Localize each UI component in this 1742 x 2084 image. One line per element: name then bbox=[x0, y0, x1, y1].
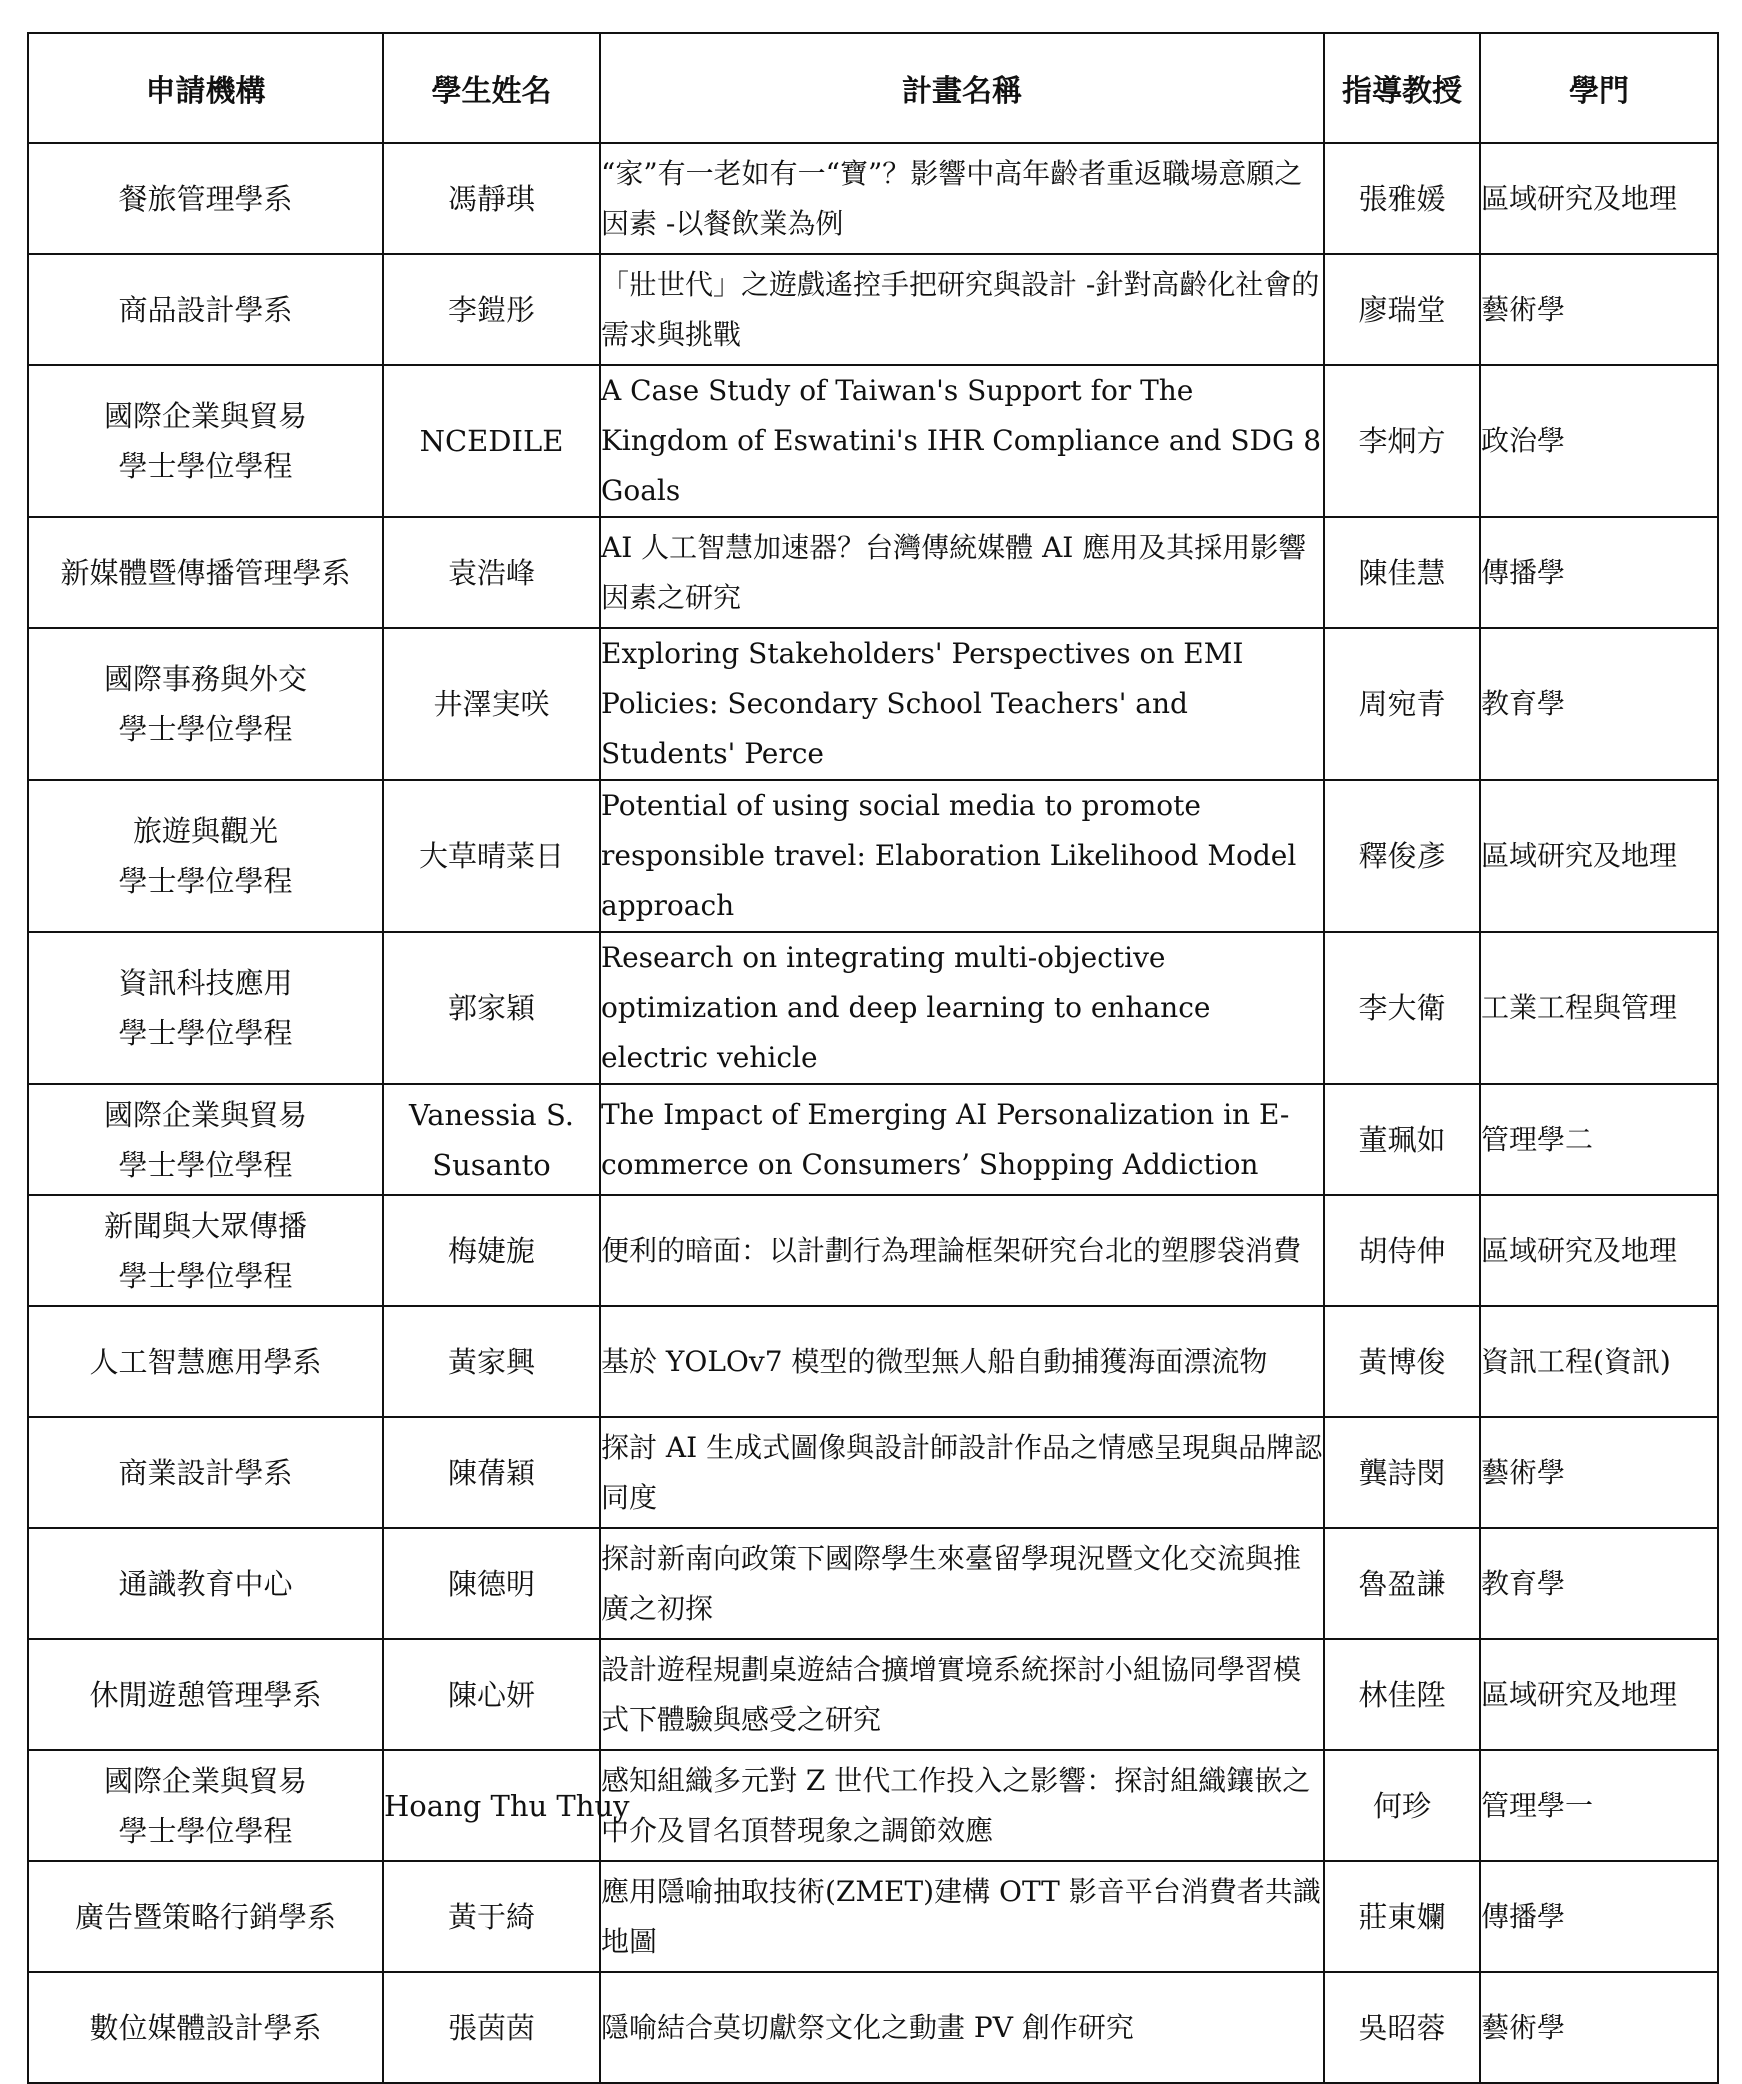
institution-line: 商業設計學系 bbox=[118, 1455, 293, 1490]
institution-cell bbox=[28, 254, 383, 365]
table-row bbox=[28, 1417, 1718, 1528]
institution-line: 人工智慧應用學系 bbox=[89, 1344, 322, 1379]
table-row bbox=[28, 517, 1718, 628]
project-title-cell: 設計遊程規劃桌遊結合擴增實境系統探討小組協同學習模式下體驗與感受之研究 bbox=[600, 1639, 1324, 1750]
institution-line: 旅遊與觀光 bbox=[132, 814, 278, 848]
header-project-title: 計畫名稱 bbox=[600, 33, 1324, 143]
institution-cell bbox=[28, 143, 383, 254]
student-name-line: 陳蒨穎 bbox=[447, 1455, 535, 1490]
student-name-line: 井澤実咲 bbox=[433, 687, 550, 721]
advisor-cell: 吳昭蓉 bbox=[1324, 1972, 1480, 2083]
student-name-line: 大草晴菜日 bbox=[418, 839, 564, 873]
institution-cell bbox=[28, 932, 383, 1084]
table-row bbox=[28, 365, 1718, 517]
field-cell: 教育學 bbox=[1480, 628, 1718, 780]
field-cell: 傳播學 bbox=[1480, 517, 1718, 628]
field-cell: 藝術學 bbox=[1480, 1972, 1718, 2083]
institution-line: 國際企業與貿易 bbox=[103, 1097, 307, 1132]
advisor-cell: 林佳陞 bbox=[1324, 1639, 1480, 1750]
institution-line: 國際企業與貿易 bbox=[103, 1763, 307, 1798]
institution-cell bbox=[28, 1306, 383, 1417]
student-name-cell bbox=[383, 365, 600, 517]
advisor-cell: 莊東孄 bbox=[1324, 1861, 1480, 1972]
project-title-cell: Exploring Stakeholders' Perspectives on EMI Policies: Secondary School Teachers' and Students' Perce bbox=[600, 628, 1324, 780]
field-cell: 區域研究及地理 bbox=[1480, 143, 1718, 254]
table-row bbox=[28, 1972, 1718, 2083]
institution-line: 學士學位學程 bbox=[118, 864, 293, 898]
project-title-cell: A Case Study of Taiwan's Support for The Kingdom of Eswatini's IHR Compliance and SDG 8 Goals bbox=[600, 365, 1324, 517]
institution-line: 數位媒體設計學系 bbox=[89, 2010, 322, 2045]
field-cell: 教育學 bbox=[1480, 1528, 1718, 1639]
institution-cell bbox=[28, 1639, 383, 1750]
institution-line: 學士學位學程 bbox=[118, 1258, 293, 1293]
advisor-cell: 李大衛 bbox=[1324, 932, 1480, 1084]
advisor-cell: 張雅媛 bbox=[1324, 143, 1480, 254]
student-name-line: 陳德明 bbox=[447, 1566, 535, 1601]
institution-line: 學士學位學程 bbox=[118, 1147, 293, 1182]
advisor-cell: 黃博俊 bbox=[1324, 1306, 1480, 1417]
institution-line: 通識教育中心 bbox=[118, 1566, 293, 1601]
institution-cell bbox=[28, 1972, 383, 2083]
student-name-cell bbox=[383, 628, 600, 780]
student-name-line: NCEDILE bbox=[419, 424, 564, 458]
advisor-cell: 陳佳慧 bbox=[1324, 517, 1480, 628]
institution-cell bbox=[28, 1084, 383, 1195]
header-field: 學門 bbox=[1480, 33, 1718, 143]
student-name-cell bbox=[383, 932, 600, 1084]
institution-cell bbox=[28, 1195, 383, 1306]
institution-line: 新媒體暨傳播管理學系 bbox=[60, 555, 351, 590]
institution-line: 新聞與大眾傳播 bbox=[103, 1208, 307, 1243]
table-row bbox=[28, 1084, 1718, 1195]
institution-line: 商品設計學系 bbox=[118, 292, 293, 327]
project-title-cell: “家”有一老如有一“寶”？影響中高年齡者重返職場意願之因素 -以餐飲業為例 bbox=[600, 143, 1324, 254]
table-row bbox=[28, 932, 1718, 1084]
project-title-cell: 基於 YOLOv7 模型的微型無人船自動捕獲海面漂流物 bbox=[600, 1306, 1324, 1417]
advisor-cell: 釋俊彥 bbox=[1324, 780, 1480, 932]
institution-line: 學士學位學程 bbox=[118, 1016, 293, 1050]
institution-line: 學士學位學程 bbox=[118, 712, 293, 746]
project-title-cell: Potential of using social media to promote responsible travel: Elaboration Likelihood Model approach bbox=[600, 780, 1324, 932]
student-name-cell bbox=[383, 1195, 600, 1306]
advisor-cell: 胡侍伸 bbox=[1324, 1195, 1480, 1306]
advisor-cell: 龔詩閔 bbox=[1324, 1417, 1480, 1528]
student-name-cell bbox=[383, 1084, 600, 1195]
institution-cell bbox=[28, 780, 383, 932]
student-name-line: 袁浩峰 bbox=[447, 555, 535, 590]
table-row bbox=[28, 254, 1718, 365]
student-name-cell bbox=[383, 517, 600, 628]
student-name-line: Hoang Thu Thuy bbox=[384, 1788, 630, 1823]
institution-line: 學士學位學程 bbox=[118, 449, 293, 483]
field-cell: 區域研究及地理 bbox=[1480, 1195, 1718, 1306]
student-name-line: 李鎧彤 bbox=[447, 292, 535, 327]
institution-cell bbox=[28, 1750, 383, 1861]
header-row bbox=[28, 33, 1718, 143]
student-name-line: 張茵茵 bbox=[447, 2010, 535, 2045]
advisor-cell: 董珮如 bbox=[1324, 1084, 1480, 1195]
grant-table bbox=[27, 32, 1719, 2084]
institution-line: 廣告暨策略行銷學系 bbox=[74, 1899, 336, 1934]
table-row bbox=[28, 143, 1718, 254]
student-name-line: 梅婕旎 bbox=[447, 1233, 535, 1268]
student-name-cell bbox=[383, 1417, 600, 1528]
field-cell: 區域研究及地理 bbox=[1480, 1639, 1718, 1750]
student-name-line: Susanto bbox=[432, 1147, 551, 1182]
project-title-cell: 應用隱喻抽取技術(ZMET)建構 OTT 影音平台消費者共識地圖 bbox=[600, 1861, 1324, 1972]
table-row bbox=[28, 1528, 1718, 1639]
student-name-cell bbox=[383, 1750, 630, 1861]
field-cell: 管理學二 bbox=[1480, 1084, 1718, 1195]
field-cell: 資訊工程(資訊) bbox=[1480, 1306, 1718, 1417]
student-name-cell bbox=[383, 1639, 600, 1750]
header-advisor: 指導教授 bbox=[1324, 33, 1480, 143]
institution-cell bbox=[28, 1417, 383, 1528]
student-name-line: 黃家興 bbox=[447, 1344, 535, 1379]
field-cell: 傳播學 bbox=[1480, 1861, 1718, 1972]
table-body bbox=[28, 143, 1718, 2083]
institution-line: 國際企業與貿易 bbox=[103, 399, 307, 433]
student-name-cell bbox=[383, 254, 600, 365]
field-cell: 政治學 bbox=[1480, 365, 1718, 517]
project-title-cell: 「壯世代」之遊戲遙控手把研究與設計 -針對高齡化社會的需求與挑戰 bbox=[600, 254, 1324, 365]
project-title-cell: Research on integrating multi-objective optimization and deep learning to enhance electric vehicle bbox=[600, 932, 1324, 1084]
table-row bbox=[28, 1750, 1718, 1861]
student-name-line: 陳心妍 bbox=[447, 1677, 535, 1712]
project-title-cell: AI 人工智慧加速器？台灣傳統媒體 AI 應用及其採用影響因素之研究 bbox=[600, 517, 1324, 628]
institution-cell bbox=[28, 1861, 383, 1972]
project-title-cell: The Impact of Emerging AI Personalization in E-commerce on Consumers’ Shopping Addiction bbox=[600, 1084, 1324, 1195]
institution-line: 國際事務與外交 bbox=[103, 662, 307, 696]
advisor-cell: 廖瑞堂 bbox=[1324, 254, 1480, 365]
student-name-cell bbox=[383, 1528, 600, 1639]
student-name-line: 黃于綺 bbox=[447, 1899, 535, 1934]
field-cell: 區域研究及地理 bbox=[1480, 780, 1718, 932]
institution-line: 資訊科技應用 bbox=[118, 966, 293, 1000]
institution-cell bbox=[28, 517, 383, 628]
project-title-cell: 探討 AI 生成式圖像與設計師設計作品之情感呈現與品牌認同度 bbox=[600, 1417, 1324, 1528]
field-cell: 管理學一 bbox=[1480, 1750, 1718, 1861]
institution-line: 餐旅管理學系 bbox=[118, 181, 293, 216]
table-row bbox=[28, 1639, 1718, 1750]
advisor-cell: 魯盈謙 bbox=[1324, 1528, 1480, 1639]
table-row bbox=[28, 780, 1718, 932]
field-cell: 藝術學 bbox=[1480, 1417, 1718, 1528]
field-cell: 藝術學 bbox=[1480, 254, 1718, 365]
project-title-cell: 便利的暗面：以計劃行為理論框架研究台北的塑膠袋消費 bbox=[600, 1195, 1324, 1306]
institution-line: 學士學位學程 bbox=[118, 1813, 293, 1848]
table-row bbox=[28, 1195, 1718, 1306]
project-title-cell: 探討新南向政策下國際學生來臺留學現況暨文化交流與推廣之初探 bbox=[600, 1528, 1324, 1639]
student-name-line: Vanessia S. bbox=[408, 1097, 574, 1132]
field-cell: 工業工程與管理 bbox=[1480, 932, 1718, 1084]
student-name-cell bbox=[383, 1306, 600, 1417]
student-name-cell bbox=[383, 143, 600, 254]
student-name-line: 馮靜琪 bbox=[447, 181, 535, 216]
institution-cell bbox=[28, 628, 383, 780]
institution-line: 休閒遊憩管理學系 bbox=[89, 1677, 322, 1712]
advisor-cell: 何珍 bbox=[1324, 1750, 1480, 1861]
student-name-cell bbox=[383, 1972, 600, 2083]
table-row bbox=[28, 1861, 1718, 1972]
institution-cell bbox=[28, 1528, 383, 1639]
header-institution: 申請機構 bbox=[28, 33, 383, 143]
project-title-cell: 隱喻結合莫切獻祭文化之動畫 PV 創作研究 bbox=[600, 1972, 1324, 2083]
header-student-name: 學生姓名 bbox=[383, 33, 600, 143]
student-name-line: 郭家穎 bbox=[447, 991, 535, 1025]
institution-cell bbox=[28, 365, 383, 517]
table-row bbox=[28, 628, 1718, 780]
advisor-cell: 周宛青 bbox=[1324, 628, 1480, 780]
table-row bbox=[28, 1306, 1718, 1417]
advisor-cell: 李炯方 bbox=[1324, 365, 1480, 517]
student-name-cell bbox=[383, 780, 600, 932]
project-title-cell: 感知組織多元對 Z 世代工作投入之影響：探討組織鑲嵌之中介及冒名頂替現象之調節效應 bbox=[600, 1750, 1324, 1861]
student-name-cell bbox=[383, 1861, 600, 1972]
